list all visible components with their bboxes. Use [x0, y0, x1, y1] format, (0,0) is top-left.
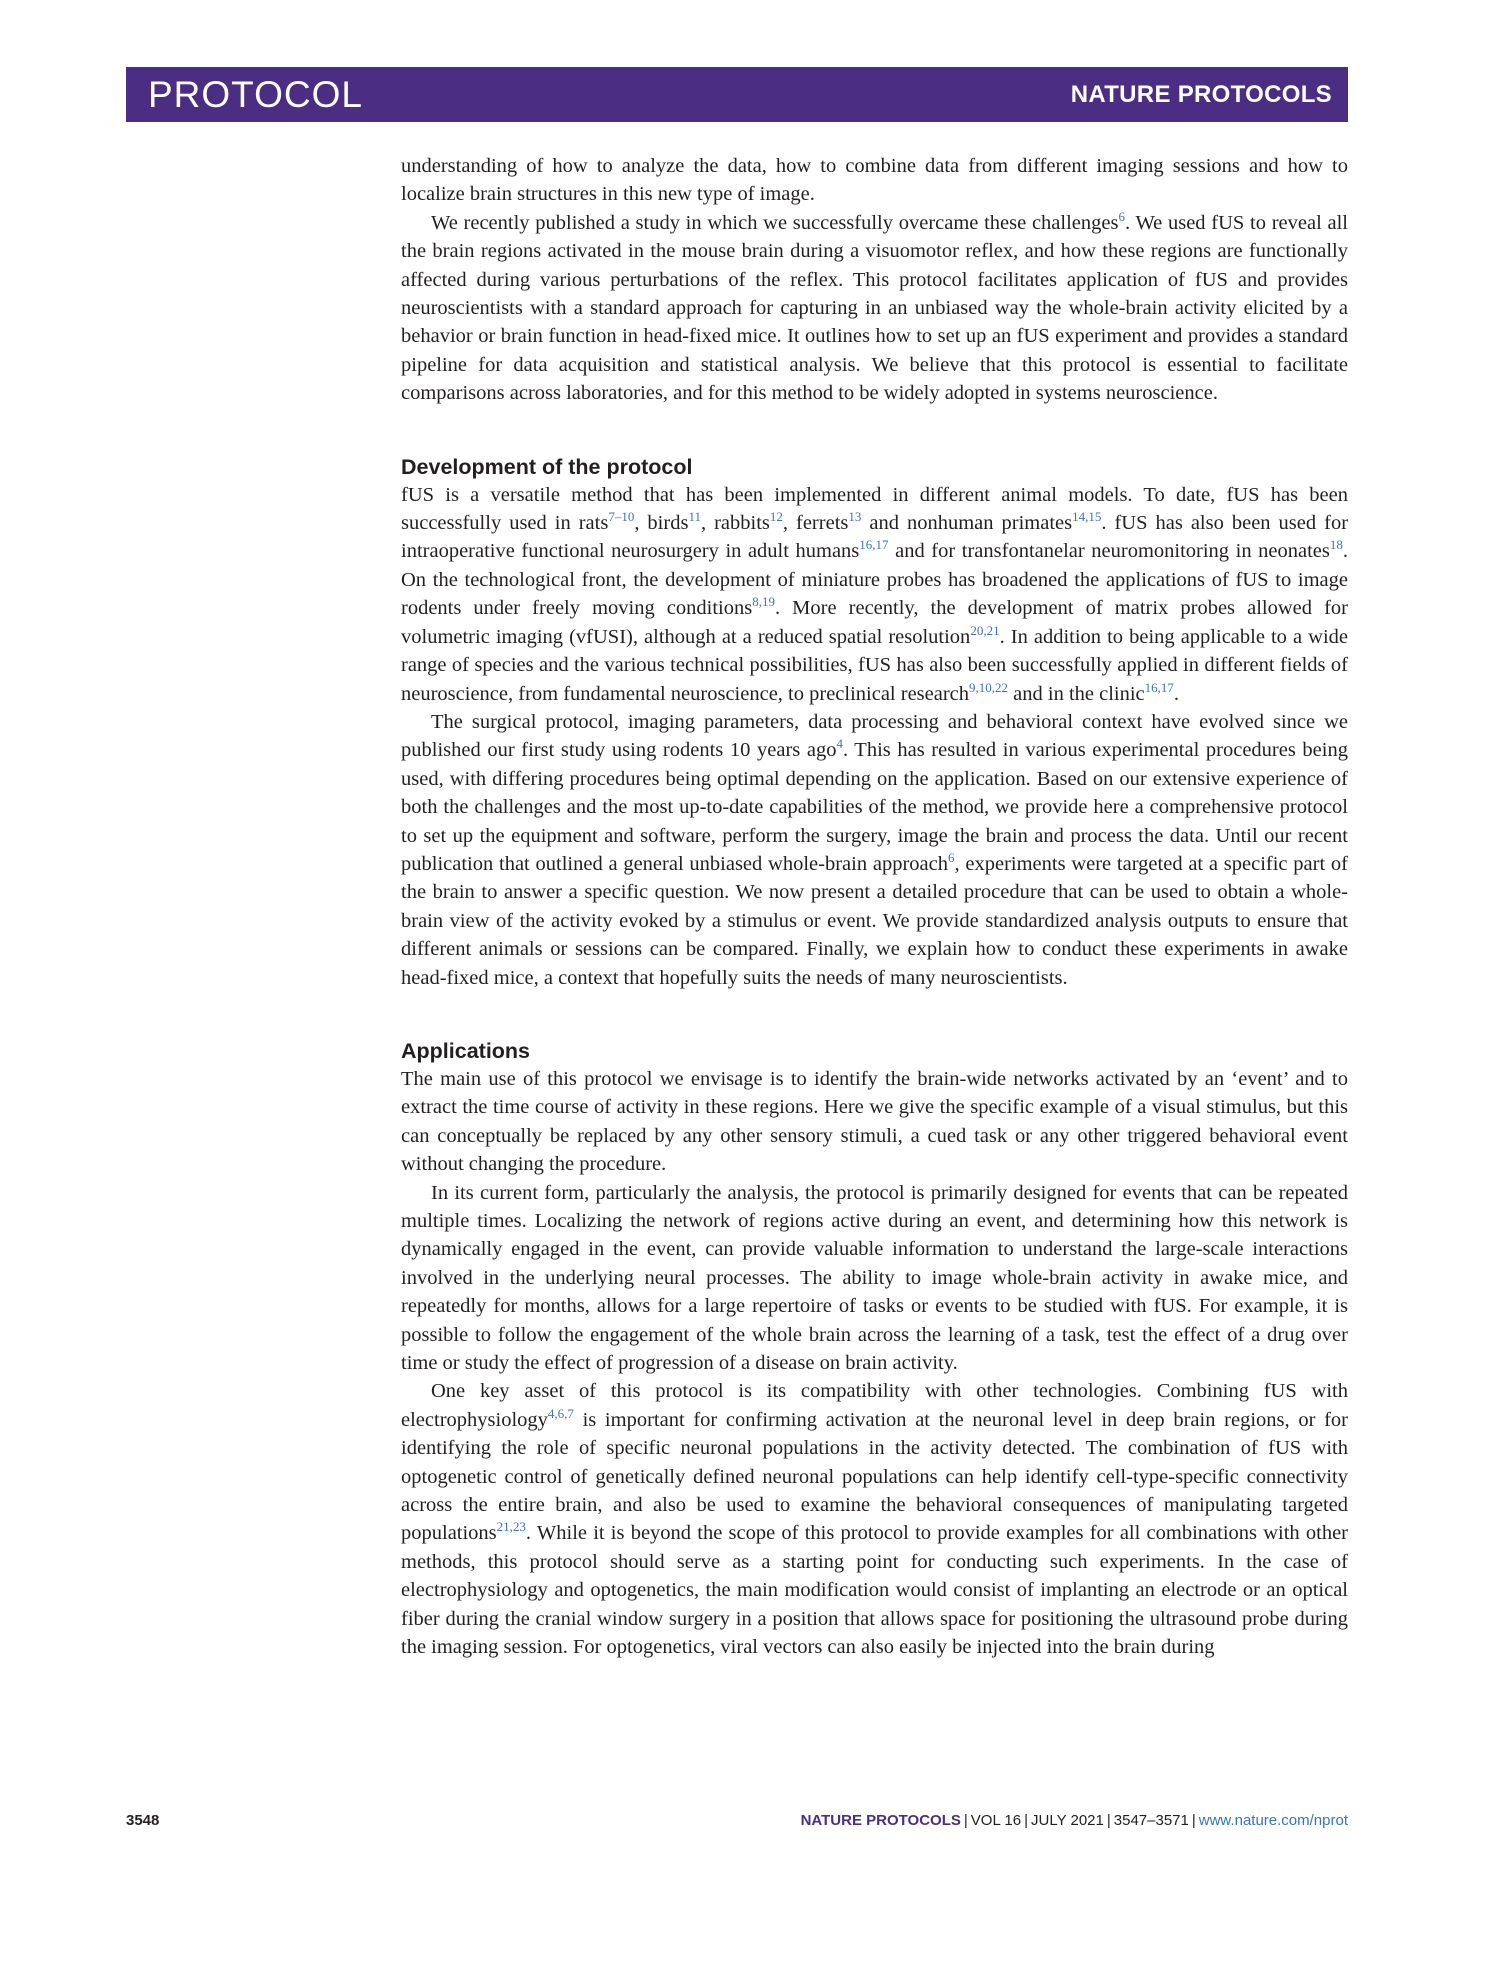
citation-line: NATURE PROTOCOLS | VOL 16 | JULY 2021 | 3547–3571 | www.nature.com/nprot: [800, 1812, 1348, 1829]
footer-volume: VOL 16: [970, 1812, 1022, 1829]
section-heading-applications: Applications: [401, 1038, 531, 1063]
citation-link[interactable]: 21,23: [496, 1519, 526, 1535]
section-heading-development: Development of the protocol: [401, 454, 693, 479]
citation-link[interactable]: 13: [848, 509, 862, 525]
citation-link[interactable]: 16,17: [859, 537, 889, 553]
page-footer: [126, 1812, 1348, 1836]
citation-link[interactable]: 6: [947, 850, 955, 866]
page-number: 3548: [126, 1812, 160, 1829]
paragraph: fUS is a versatile method that has been implemented in different animal models. To date, fUS has been successfully used in rats$^{7-10}$, birds$^{11}$, rabbits$^{12}$, ferrets$^{13}$ and nonhuman primates$^{14,15}$. fUS has also been used for intraoperative functional neurosurgery in adult humans$^{16,17}$ and for transfontanelar neuromonitoring in neonates$^{18}$. On the technological front, the development of miniature probes has broadened the applications of fUS to image rodents under freely moving conditions$^{8,19}$. More recently, the development of matrix probes allowed for volumetric imaging (vfUSI), although at a reduced spatial resolution$^{20,21}$. In addition to being applicable to a wide range of species and the various technical possibilities, fUS has also been successfully applied in different fields of neuroscience, from fundamental neuroscience, to preclinical research$^{9,10,22}$ and in the clinic$^{16,17}$.: [401, 483, 1349, 705]
citation-link[interactable]: 18: [1329, 537, 1343, 553]
footer-url-link[interactable]: www.nature.com/nprot: [1198, 1812, 1348, 1829]
citation-link[interactable]: 9,10,22: [969, 679, 1009, 695]
citation-link[interactable]: 11: [688, 509, 701, 525]
journal-name: NATURE PROTOCOLS: [1070, 80, 1332, 108]
citation-link[interactable]: 4: [836, 736, 843, 752]
paragraph: The surgical protocol, imaging parameters, data processing and behavioral context have evolved since we published our first study using rodents 10 years ago$^4$. This has resulted in various experimental procedures being used, with differing procedures being optimal depending on the application. Based on our extensive experience of both the challenges and the most up-to-date capabilities of the method, we provide here a comprehensive protocol to set up the equipment and software, perform the surgery, image the brain and process the data. Until our recent publication that outlined a general unbiased whole-brain approach$^6$, experiments were targeted at a specific part of the brain to answer a specific question. We now present a detailed procedure that can be used to obtain a whole-brain view of the activity evoked by a stimulus or event. We provide standardized analysis outputs to ensure that different animals or sessions can be compared. Finally, we explain how to conduct these experiments in awake head-fixed mice, a context that hopefully suits the needs of many neuroscientists.: [401, 710, 1348, 989]
citation-link[interactable]: 8,19: [752, 594, 775, 610]
citation-link[interactable]: 6: [1118, 208, 1125, 224]
citation-link[interactable]: 16,17: [1144, 679, 1174, 695]
paragraph: One key asset of this protocol is its compatibility with other technologies. Combining fUS with electrophysiology$^{4,6,7}$ is important for confirming activation at the neuronal level in deep brain regions, or for identifying the role of specific neuronal populations in the activity detected. The combination of fUS with optogenetic control of genetically defined neuronal populations can help identify cell-type-specific connectivity across the entire brain, and also be used to examine the behavioral consequences of manipulating targeted populations$^{21,23}$. While it is beyond the scope of this protocol to provide examples for all combinations with other methods, this protocol should serve as a starting point for conducting such experiments. In the case of electrophysiology and optogenetics, the main modification would consist of implanting an electrode or an optical fiber during the cranial window surgery in a position that allows space for positioning the ultrasound probe during the imaging session. For optogenetics, viral vectors can also easily be injected into the brain during: [401, 1380, 1348, 1659]
citation-link[interactable]: 7–10: [608, 509, 635, 525]
citation-link[interactable]: 14,15: [1072, 509, 1102, 525]
citation-link[interactable]: 4,6,7: [547, 1406, 574, 1422]
paragraph: understanding of how to analyze the data, how to combine data from different imaging sessions and how to localize brain structures in this new type of image.: [401, 155, 1348, 206]
article-body: [401, 152, 1348, 1662]
paragraph: The main use of this protocol we envisage is to identify the brain-wide networks activated by an ‘event’ and to extract the time course of activity in these regions. Here we give the specific example of a visual stimulus, but this can conceptually be replaced by any other sensory stimuli, a cued task or any other triggered behavioral event without changing the procedure.: [401, 1067, 1348, 1176]
footer-journal: NATURE PROTOCOLS: [800, 1812, 961, 1829]
paragraph: In its current form, particularly the analysis, the protocol is primarily designed for events that can be repeated multiple times. Localizing the network of regions active during an event, and determining how this network is dynamically engaged in the event, can provide valuable information to understand the large-scale interactions involved in the underlying neural processes. The ability to image whole-brain activity in awake mice, and repeatedly for months, allows for a large repertoire of tasks or events to be studied with fUS. For example, it is possible to follow the engagement of the whole brain across the learning of a task, test the effect of a drug over time or study the effect of progression of a disease on brain activity.: [401, 1181, 1348, 1375]
footer-date: JULY 2021: [1031, 1812, 1104, 1829]
citation-link[interactable]: 12: [769, 509, 783, 525]
header-banner: [126, 67, 1348, 122]
paragraph: We recently published a study in which we successfully overcame these challenges$^6$. We used fUS to reveal all the brain regions activated in the mouse brain during a visuomotor reflex, and how these regions are functionally affected during various perturbations of the reflex. This protocol facilitates application of fUS and provides neuroscientists with a standard approach for capturing in an unbiased way the whole-brain activity elicited by a behavior or brain function in head-fixed mice. It outlines how to set up an fUS experiment and provides a standard pipeline for data acquisition and statistical analysis. We believe that this protocol is essential to facilitate comparisons across laboratories, and for this method to be widely adopted in systems neuroscience.: [401, 208, 1348, 405]
section-label: PROTOCOL: [148, 73, 363, 115]
footer-pages: 3547–3571: [1113, 1812, 1189, 1829]
citation-link[interactable]: 20,21: [970, 622, 1000, 638]
